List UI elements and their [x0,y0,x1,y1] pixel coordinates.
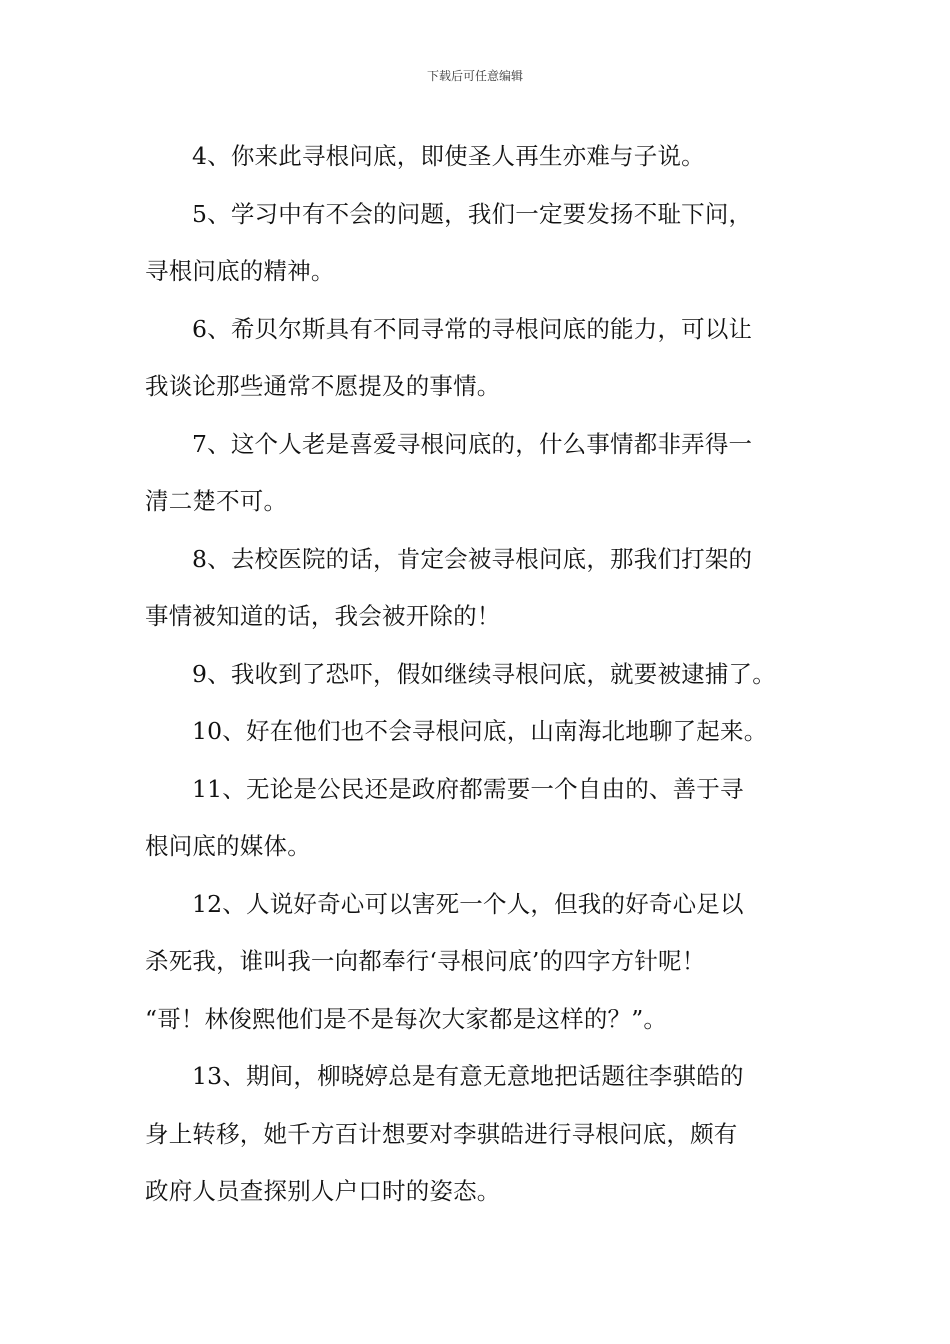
paragraph-12 [145,876,810,1049]
paragraph-line: 11、无论是公民还是政府都需要一个自由的、善于寻 [192,774,744,803]
paragraph-line: 政府人员查探别人户口时的姿态。 [145,1177,501,1205]
paragraph-line: 杀死我，谁叫我一向都奉行‘寻根问底’的四字方针呢！ [145,947,706,975]
paragraph-line: 12、人说好奇心可以害死一个人，但我的好奇心足以 [192,889,744,918]
paragraph-13 [145,1048,810,1221]
paragraph-line: 清二楚不可。 [145,487,288,515]
paragraph-line: 10、好在他们也不会寻根问底，山南海北地聊了起来。 [192,717,768,745]
paragraph-10 [145,703,810,761]
paragraph-line: 身上转移，她千方百计想要对李骐皓进行寻根问底，颇有 [145,1119,738,1148]
paragraph-line: 13、期间，柳晓婷总是有意无意地把话题往李骐皓的 [192,1062,744,1090]
paragraph-line: 寻根问底的精神。 [145,257,335,285]
paragraph-11 [145,761,810,876]
page-header: 下载后可任意编辑 [426,69,523,83]
paragraph-line: 5、学习中有不会的问题，我们一定要发扬不耻下问， [192,199,753,228]
paragraph-line: 6、希贝尔斯具有不同寻常的寻根问底的能力，可以让 [192,314,753,343]
paragraph-line: 8、去校医院的话，肯定会被寻根问底，那我们打架的 [192,544,753,573]
paragraph-line: 根问底的媒体。 [145,832,311,860]
paragraph-line: 7、这个人老是喜爱寻根问底的，什么事情都非弄得一 [192,429,753,458]
paragraph-5 [145,186,810,301]
paragraph-7 [145,416,810,531]
paragraph-6 [145,301,810,416]
paragraph-8 [145,531,810,646]
paragraph-line: 我谈论那些通常不愿提及的事情。 [145,372,501,400]
paragraph-9 [145,646,810,704]
paragraph-4 [145,128,810,186]
paragraph-line: 9、我收到了恐吓，假如继续寻根问底，就要被逮捕了。 [192,659,776,688]
paragraph-line: 4、你来此寻根问底，即使圣人再生亦难与子说。 [192,142,705,170]
paragraph-line: 事情被知道的话，我会被开除的！ [145,602,501,630]
document-body [145,128,810,1221]
paragraph-line: “哥！林俊熙他们是不是每次大家都是这样的？”。 [145,1004,668,1033]
